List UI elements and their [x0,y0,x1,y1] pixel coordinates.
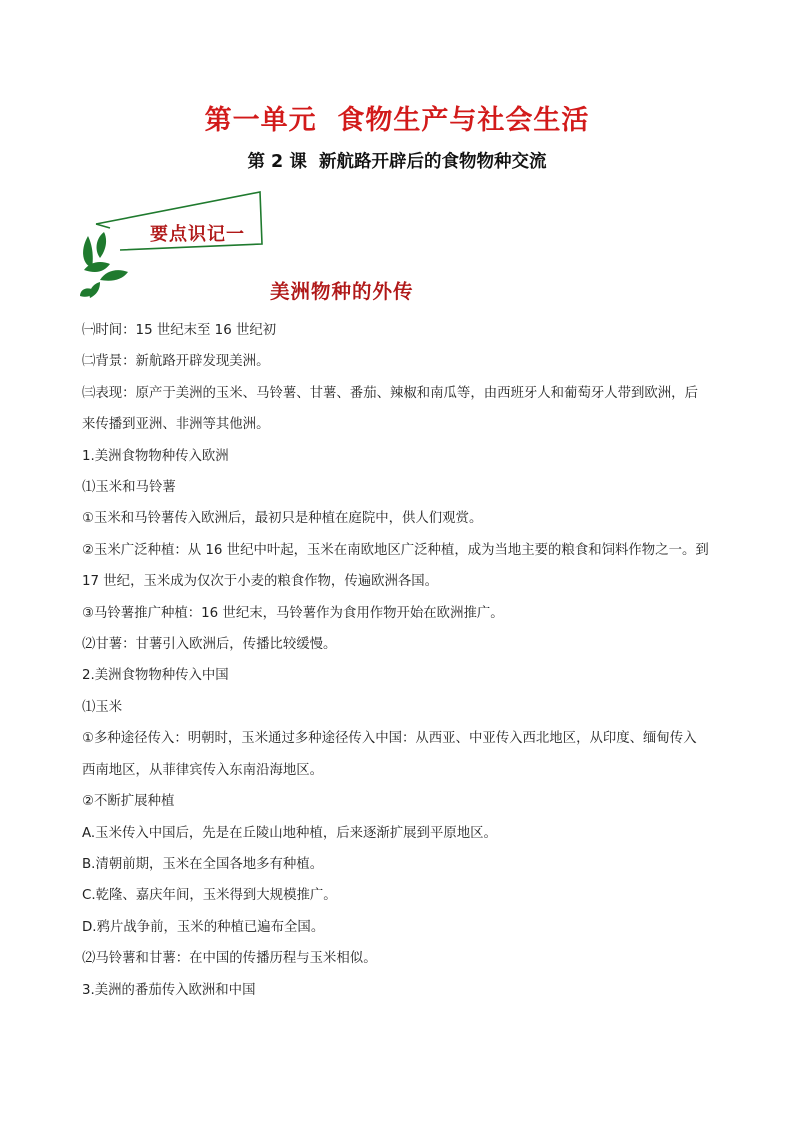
paragraph: ⑴玉米和马铃薯 [82,480,176,496]
paragraph: ①玉米和马铃薯传入欧洲后，最初只是种植在庭院中，供人们观赏。 [82,511,483,527]
page-title: 第一单元 食物生产与社会生活 [204,105,590,136]
paragraph: ㈡背景：新航路开辟发现美洲。 [82,354,270,370]
paragraph: 3.美洲的番茄传入欧洲和中国 [82,982,256,998]
paragraph: ⑴玉米 [82,699,123,715]
paragraph: ⑵马铃薯和甘薯：在中国的传播历程与玉米相似。 [82,951,377,967]
lesson-title: 第 2 课 新航路开辟后的食物物种交流 [247,152,547,172]
paragraph: ③马铃薯推广种植：16 世纪末，马铃薯作为食用作物开始在欧洲推广。 [82,605,504,621]
paragraph: 1.美洲食物物种传入欧洲 [82,448,229,464]
paragraph: ㈠时间：15 世纪末至 16 世纪初 [82,323,277,338]
paragraph: ②不断扩展种植 [82,794,175,810]
section-heading: 美洲物种的外传 [270,280,414,303]
badge-label: 要点识记一 [150,224,245,245]
paragraph: ⑵甘薯：甘薯引入欧洲后，传播比较缓慢。 [82,637,337,653]
paragraph: B.清朝前期，玉米在全国各地多有种植。 [82,856,324,872]
paragraph: ②玉米广泛种植：从 16 世纪中叶起，玉米在南欧地区广泛种植，成为当地主要的粮食和饲料作物之一。到 [82,542,709,558]
paragraph: C.乾隆、嘉庆年间，玉米得到大规模推广。 [82,888,337,904]
paragraph: A.玉米传入中国后，先是在丘陵山地种植，后来逐渐扩展到平原地区。 [82,825,497,841]
paragraph: ㈢表现：原产于美洲的玉米、马铃薯、甘薯、番茄、辣椒和南瓜等，由西班牙人和葡萄牙人带到欧洲，后 [82,385,698,401]
paragraph: 来传播到亚洲、非洲等其他洲。 [82,417,270,433]
body-text [82,315,732,1006]
paragraph: ①多种途径传入：明朝时，玉米通过多种途径传入中国：从西亚、中亚传入西北地区，从印度、缅甸传入 [82,731,697,747]
paragraph: 西南地区，从菲律宾传入东南沿海地区。 [82,762,324,778]
paragraph: 2.美洲食物物种传入中国 [82,668,229,684]
paragraph: D.鸦片战争前，玉米的种植已遍布全国。 [82,919,325,935]
paragraph: 17 世纪，玉米成为仅次于小麦的粮食作物，传遍欧洲各国。 [82,574,439,590]
